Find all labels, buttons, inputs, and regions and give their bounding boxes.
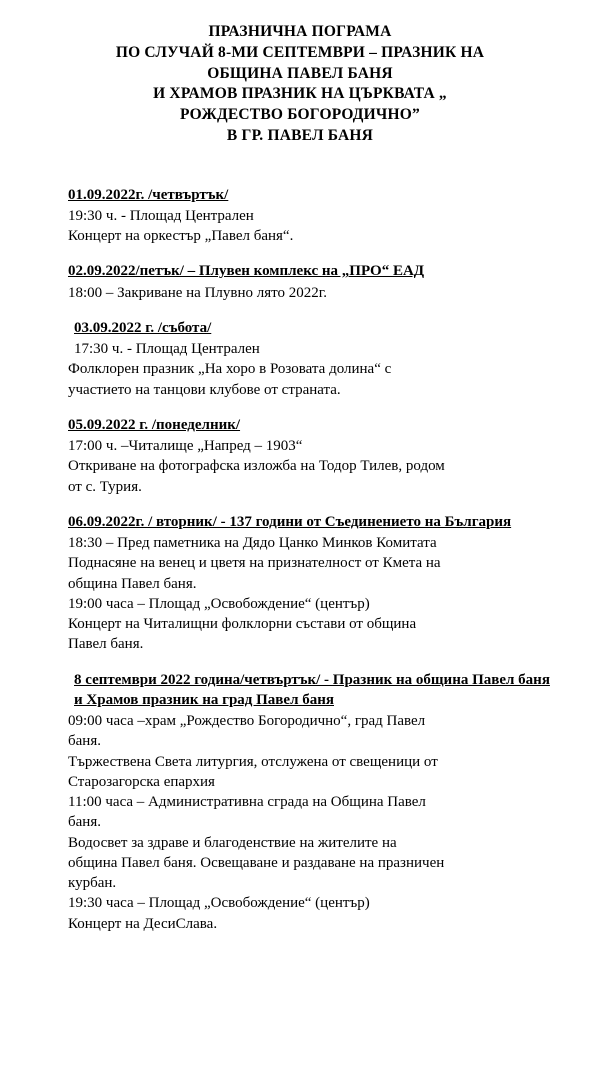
title-line-6: В ГР. ПАВЕЛ БАНЯ [226, 126, 374, 144]
entry-line: Фолклорен празник „На хоро в Розовата долина“ с [68, 361, 392, 378]
entry-heading: 03.09.2022 г. /събота/ [74, 319, 212, 336]
entry-line: курбан. [68, 875, 117, 892]
entry-line: Тържествена Света литургия, отслужена от свещеници от [68, 753, 438, 770]
entry-heading: 05.09.2022 г. /понеделник/ [68, 416, 241, 433]
entry-line: Павел баня. [68, 636, 144, 653]
entry-heading: 06.09.2022г. / вторник/ - 137 години от Съединението на България [68, 513, 512, 530]
program-entry [68, 261, 550, 303]
entry-line: 09:00 часа –храм „Рождество Богородично“, град Павел [68, 713, 426, 730]
title-line-4: И ХРАМОВ ПРАЗНИК НА ЦЪРКВАТА „ [153, 85, 447, 103]
program-entry [68, 512, 550, 655]
entry-line: 19:30 ч. - Площад Централен [68, 207, 254, 224]
program-entry [68, 415, 550, 497]
entry-line: 18:30 – Пред паметника на Дядо Цанко Минков Комитата [68, 535, 437, 552]
entry-line: 19:30 часа – Площад „Освобождение“ (център) [68, 895, 370, 912]
entry-heading: 01.09.2022г. /четвъртък/ [68, 186, 229, 203]
entry-line: Водосвет за здраве и благоденствие на жителите на [68, 834, 397, 851]
entry-line: 18:00 – Закриване на Плувно лято 2022г. [68, 284, 327, 301]
program-entry [68, 670, 550, 934]
title-line-5: РОЖДЕСТВО БОГОРОДИЧНО” [180, 106, 420, 124]
page-title [34, 22, 566, 147]
entry-line: участието на танцови клубове от страната. [68, 381, 341, 398]
program-entry [68, 185, 550, 247]
entry-line: от с. Турия. [68, 478, 142, 495]
entry-line: Откриване на фотографска изложба на Тодор Тилев, родом [68, 458, 445, 475]
entry-line: баня. [68, 733, 101, 750]
entry-line: община Павел баня. [68, 575, 197, 592]
entry-line: Поднасяне на венец и цветя на признателност от Кмета на [68, 555, 441, 572]
entry-line: 19:00 часа – Площад „Освобождение“ (център) [68, 595, 370, 612]
title-line-1: ПРАЗНИЧНА ПОГРАМА [208, 23, 392, 40]
entry-line: Концерт на ДесиСлава. [68, 915, 218, 932]
entry-line: баня. [68, 814, 101, 831]
entry-line: Старозагорска епархия [68, 773, 215, 790]
entry-line: 11:00 часа – Административна сграда на Община Павел [68, 794, 426, 811]
program-entries [34, 185, 566, 934]
entry-line: 17:30 ч. - Площад Централен [74, 341, 260, 358]
entry-heading: 8 септември 2022 година/четвъртък/ - Празник на община Павел баня и Храмов празник на град Павел баня [74, 671, 550, 708]
entry-line: Концерт на оркестър „Павел баня“. [68, 228, 294, 245]
title-line-3: ОБЩИНА ПАВЕЛ БАНЯ [207, 64, 393, 82]
entry-line: 17:00 ч. –Читалище „Напред – 1903“ [68, 438, 303, 455]
entry-heading: 02.09.2022/петък/ – Плувен комплекс на „ПРО“ ЕАД [68, 263, 425, 280]
entry-line: Концерт на Читалищни фолклорни състави от община [68, 616, 417, 633]
title-line-2: ПО СЛУЧАЙ 8-МИ СЕПТЕМВРИ – ПРАЗНИК НА [115, 43, 485, 61]
entry-line: община Павел баня. Освещаване и раздаване на празничен [68, 854, 445, 871]
program-entry [68, 318, 550, 400]
